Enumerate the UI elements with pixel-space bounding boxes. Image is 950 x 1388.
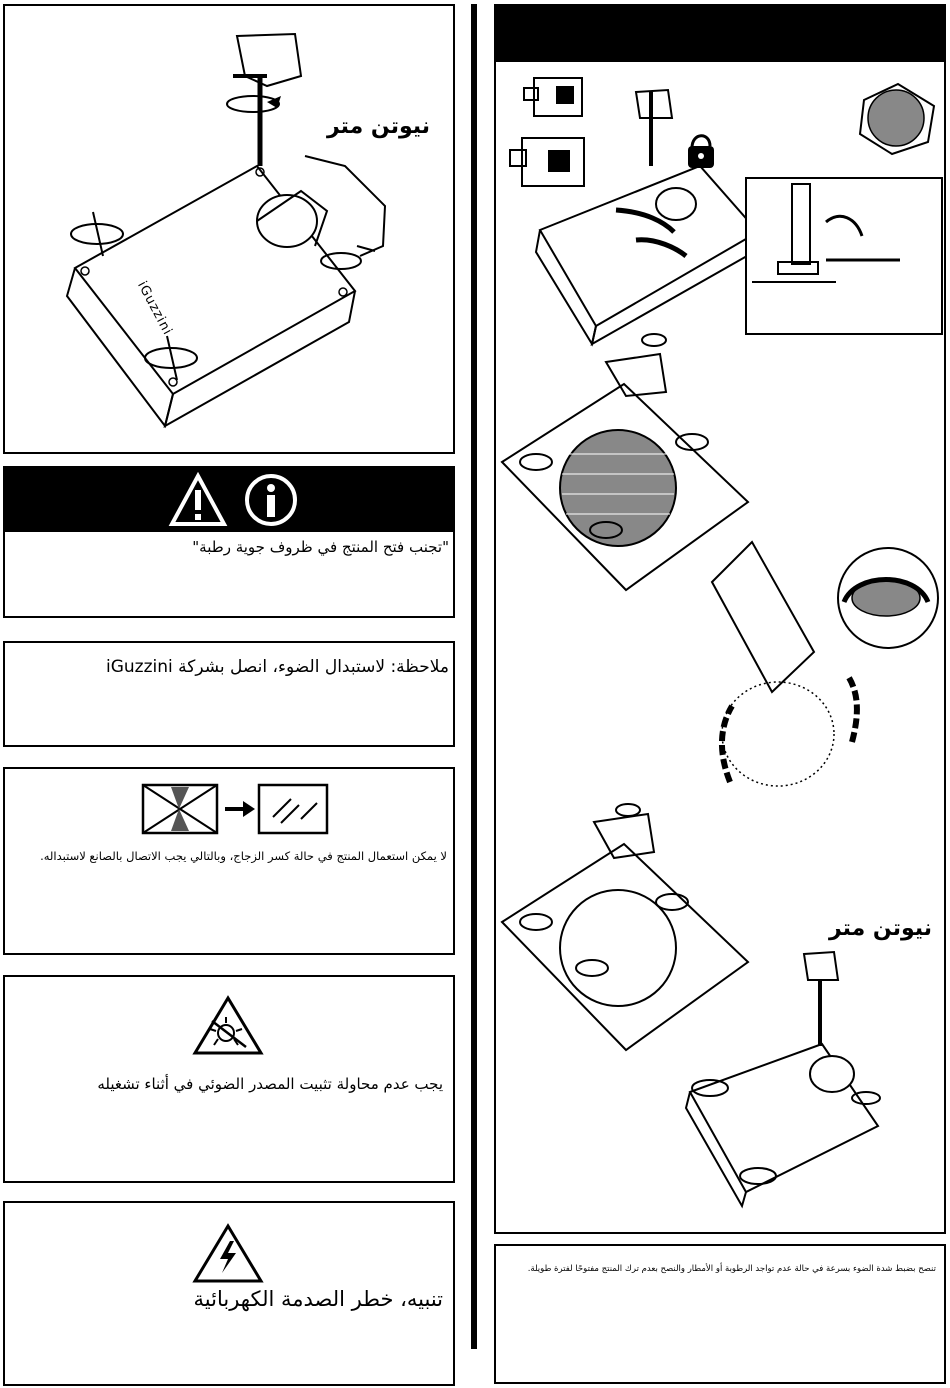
brand-marking-top: iGuzzini bbox=[134, 278, 176, 339]
humidity-warning-panel bbox=[3, 466, 455, 618]
illustration-panel-right bbox=[494, 4, 946, 1234]
broken-glass-icon bbox=[141, 781, 331, 837]
broken-glass-panel bbox=[3, 767, 455, 955]
humidity-warning-text: "تجنب فتح المنتج في ظروف جوية رطبة" bbox=[192, 538, 449, 556]
torque-label-top: نيوتن متر bbox=[326, 114, 430, 139]
right-header-bar bbox=[496, 6, 944, 62]
condensation-note-text: تنصح بضبط شدة الضوء بسرعة في حالة عدم تواجد الرطوبة أو الأمطار والنصح بعدم ترك المنتج مفتوحًا لفترة طويلة. bbox=[527, 1264, 936, 1274]
warning-triangle-icon bbox=[168, 472, 228, 528]
replacement-note-panel bbox=[3, 641, 455, 747]
electric-shock-text: تنبيه، خطر الصدمة الكهربائية bbox=[193, 1287, 443, 1311]
lamp-install-panel bbox=[3, 975, 455, 1183]
electric-shock-icon bbox=[192, 1223, 264, 1285]
lamp-install-text: يجب عدم محاولة تثبيت المصدر الضوئي في أثناء تشغيله bbox=[97, 1075, 443, 1093]
info-circle-icon bbox=[243, 472, 299, 528]
electric-shock-panel bbox=[3, 1201, 455, 1386]
broken-glass-text: لا يمكن استعمال المنتج في حالة كسر الزجاج، وبالتالي يجب الاتصال بالصانع لاستبداله. bbox=[40, 849, 447, 863]
fixture-torque-drawing bbox=[5, 6, 453, 452]
torque-label-bottom: نيوتن متر bbox=[828, 916, 932, 941]
replacement-note-text: ملاحظة: لاستبدال الضوء، انصل بشركة iGuzzini bbox=[106, 657, 449, 677]
no-lamp-icon bbox=[192, 995, 264, 1057]
condensation-note-panel bbox=[494, 1244, 946, 1384]
warning-header-bar bbox=[5, 468, 453, 532]
illustration-panel-torque-top bbox=[3, 4, 455, 454]
disassembly-sequence-drawing bbox=[496, 62, 944, 1232]
column-divider bbox=[471, 4, 477, 1349]
